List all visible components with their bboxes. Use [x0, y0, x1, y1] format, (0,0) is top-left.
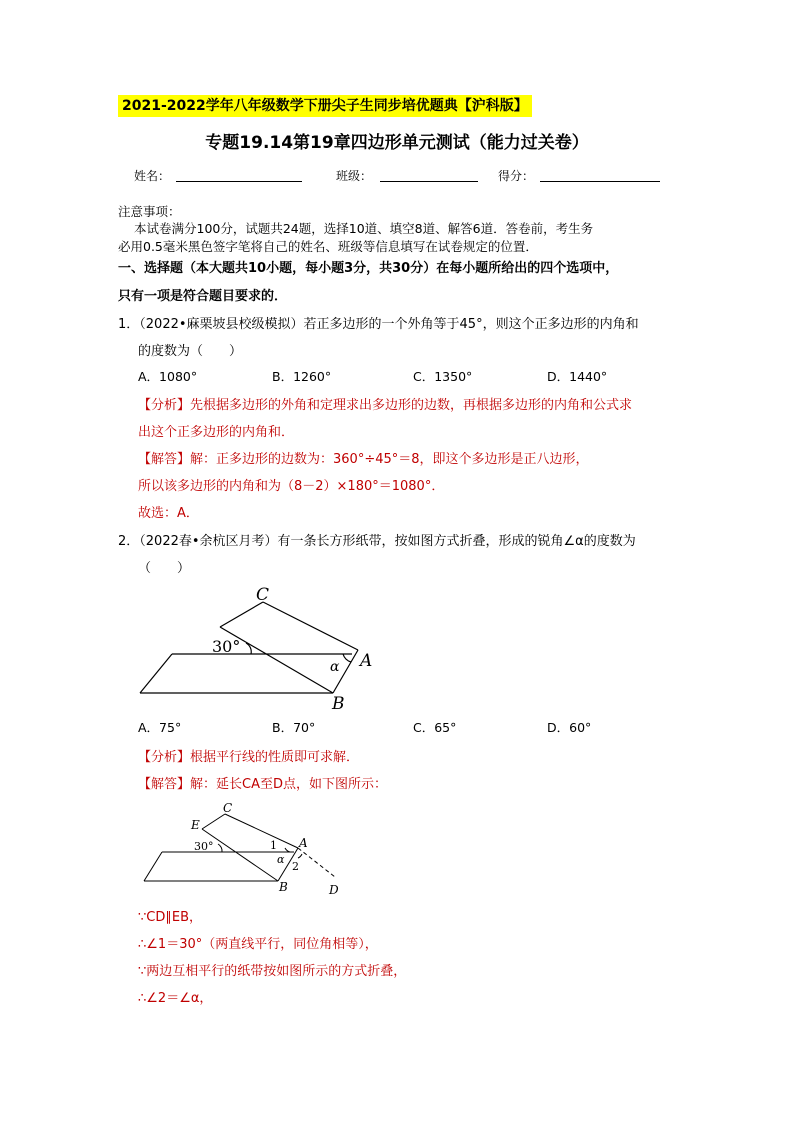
q2-figure-extended — [138, 798, 358, 900]
header-banner: 2021-2022学年八年级数学下册尖子生同步培优题典【沪科版】 — [118, 95, 532, 117]
name-label: 姓名： — [134, 169, 171, 183]
q2-step-3: ∵两边互相平行的纸带按如图所示的方式折叠， — [138, 964, 407, 979]
angle-1-arc — [285, 848, 290, 852]
label2-b: B — [279, 880, 288, 894]
q2-stem-line2: （ ） — [138, 561, 191, 576]
q1-choice: 故选：A． — [138, 506, 199, 521]
q1-option-b[interactable]: B．1260° — [272, 369, 332, 384]
notice-line1: 本试卷满分100分，试题共24题，选择10道、填空8道、解答6道．答卷前，考生务 — [134, 221, 594, 236]
label2-c: C — [223, 801, 233, 815]
q1-analysis-tag: 【分析】 — [138, 398, 191, 413]
label2-a: A — [299, 836, 308, 850]
q1-option-d[interactable]: D．1440° — [547, 369, 608, 384]
score-label: 得分： — [498, 169, 535, 183]
q2-option-d[interactable]: D．60° — [547, 720, 592, 735]
notice-line2: 必用0.5毫米黑色签字笔将自己的姓名、班级等信息填写在试卷规定的位置． — [118, 239, 538, 254]
q2-stem-line1: 2．（2022春•余杭区月考）有一条长方形纸带，按如图方式折叠，形成的锐角∠α的度数为 — [118, 534, 636, 549]
q2-analysis-text: 根据平行线的性质即可求解． — [190, 750, 360, 765]
fold2-cap-edge — [202, 814, 225, 829]
notice-heading: 注意事项： — [118, 204, 181, 219]
q2-option-c[interactable]: C．65° — [413, 720, 457, 735]
strip2-left-edge — [144, 852, 162, 881]
class-label: 班级： — [336, 169, 373, 183]
page-title: 专题19.14第19章四边形单元测试（能力过关卷） — [205, 133, 589, 153]
angle2-30-arc — [218, 844, 222, 852]
q1-answer — [138, 448, 589, 467]
q1-option-c[interactable]: C．1350° — [413, 369, 473, 384]
fold2-top-edge — [225, 814, 298, 848]
score-blank[interactable] — [540, 181, 660, 182]
label-alpha: α — [330, 659, 340, 675]
angle-alpha-arc — [343, 654, 351, 662]
q1-analysis-text: 先根据多边形的外角和定理求出多边形的边数，再根据多边形的内角和公式求 — [190, 398, 633, 413]
label2-alpha: α — [277, 853, 285, 866]
label-c: C — [256, 585, 270, 605]
q2-step-1: ∵CD∥EB， — [138, 910, 202, 925]
q1-answer-line2: 所以该多边形的内角和为（8－2）×180°＝1080°． — [138, 479, 445, 494]
q1-analysis — [138, 394, 632, 413]
q2-step-4: ∴∠2＝∠α， — [138, 991, 213, 1006]
q2-analysis-tag: 【分析】 — [138, 750, 191, 765]
strip-left-edge — [140, 654, 172, 693]
q2-figure-folded-strip — [130, 580, 390, 715]
section1-line2: 只有一项是符合题目要求的． — [118, 289, 288, 304]
name-blank[interactable] — [176, 181, 302, 182]
q2-option-a[interactable]: A．75° — [138, 720, 182, 735]
q2-step-2: ∴∠1＝30°（两直线平行，同位角相等）， — [138, 937, 378, 952]
section1-line1: 一、选择题（本大题共10小题，每小题3分，共30分）在每小题所给出的四个选项中， — [118, 261, 619, 276]
label2-1: 1 — [270, 839, 277, 852]
q2-option-b[interactable]: B．70° — [272, 720, 316, 735]
label2-2: 2 — [292, 860, 299, 873]
q1-stem-line2: 的度数为（ ） — [138, 344, 243, 359]
fold-top-edge — [263, 602, 358, 650]
q2-answer — [138, 773, 387, 792]
q2-answer-tag: 【解答】 — [138, 777, 191, 792]
q1-analysis-line2: 出这个正多边形的内角和． — [138, 425, 295, 440]
label-30: 30° — [212, 637, 241, 656]
fold2-lower-edge — [202, 829, 278, 881]
angle-2-arc — [298, 854, 302, 858]
label2-d: D — [329, 883, 339, 897]
label-b: B — [332, 694, 345, 714]
label2-e: E — [191, 818, 200, 832]
q2-analysis — [138, 746, 359, 765]
class-blank[interactable] — [380, 181, 478, 182]
extension-ad — [298, 848, 335, 877]
q1-stem-line1: 1．（2022•麻栗坡县校级模拟）若正多边形的一个外角等于45°，则这个正多边形的内角和 — [118, 317, 639, 332]
fold-cap-edge — [220, 602, 263, 627]
label-a: A — [360, 651, 373, 671]
q1-option-a[interactable]: A．1080° — [138, 369, 198, 384]
label2-30: 30° — [194, 840, 214, 853]
q2-answer-text: 解：延长CA至D点，如下图所示： — [190, 777, 387, 792]
q1-answer-text: 解：正多边形的边数为：360°÷45°＝8，即这个多边形是正八边形， — [190, 452, 589, 467]
q1-answer-tag: 【解答】 — [138, 452, 191, 467]
